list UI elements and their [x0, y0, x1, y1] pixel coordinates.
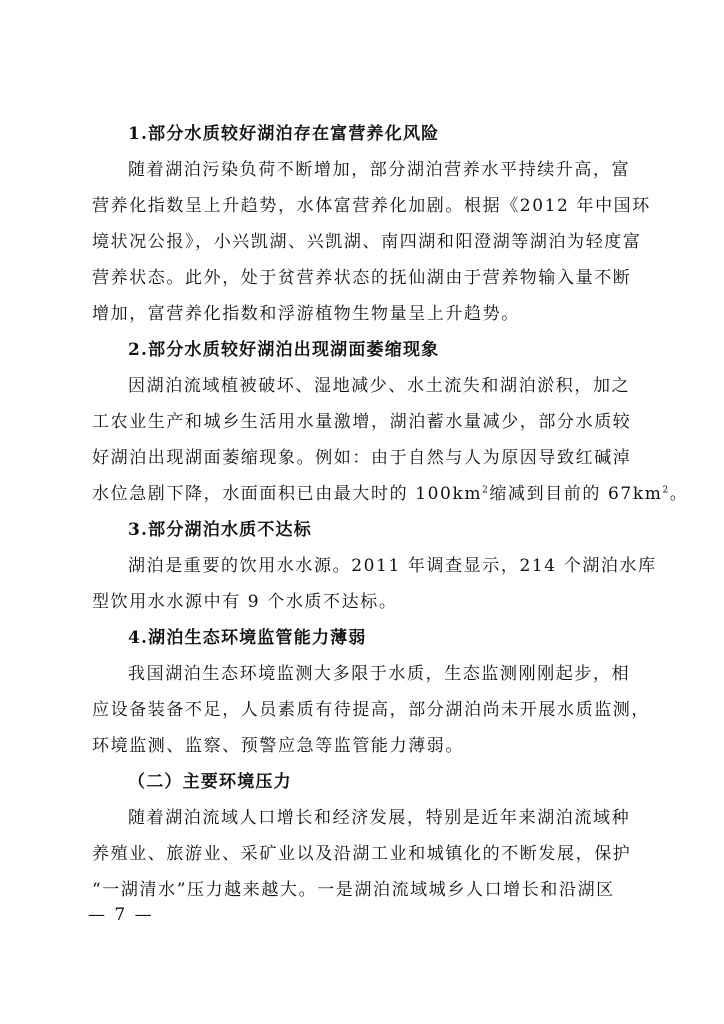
page-number: — 7 — [88, 905, 154, 925]
paragraph-line: 营养化指数呈上升趋势，水体富营养化加剧。根据《2012 年中国环 [92, 196, 651, 216]
paragraph-line: 应设备装备不足，人员素质有待提高，部分湖泊尚未开展水质监测， [92, 700, 650, 720]
paragraph-line: 型饮用水水源中有 9 个水质不达标。 [92, 592, 398, 612]
paragraph-line: 因湖泊流域植被破坏、湿地减少、水土流失和湖泊淤积，加之 [128, 376, 631, 396]
paragraph-line-area [92, 476, 689, 512]
paragraph-line: 工农业生产和城乡生活用水量激增，湖泊蓄水量减少，部分水质较 [92, 412, 632, 432]
document-body [92, 116, 689, 908]
paragraph-line: 随着湖泊流域人口增长和经济发展，特别是近年来湖泊流域种 [128, 808, 631, 828]
paragraph-line: 养殖业、旅游业、采矿业以及沿湖工业和城镇化的不断发展，保护 [92, 844, 632, 864]
paragraph-line: 增加，富营养化指数和浮游植物生物量呈上升趋势。 [92, 304, 520, 324]
paragraph-line: 环境监测、监察、预警应急等监管能力薄弱。 [92, 736, 464, 756]
paragraph-line: 境状况公报》，小兴凯湖、兴凯湖、南四湖和阳澄湖等湖泊为轻度富 [92, 232, 642, 252]
area-text-3: 。 [669, 484, 689, 504]
paragraph-line: 好湖泊出现湖面萎缩现象。例如：由于自然与人为原因导致红碱淖 [92, 448, 632, 468]
superscript-2: 2 [662, 485, 670, 496]
paragraph-line: 我国湖泊生态环境监测大多限于水质，生态监测刚刚起步，相 [128, 664, 631, 684]
section-heading-4: 4.湖泊生态环境监管能力薄弱 [128, 628, 367, 648]
section-heading-2: 2.部分水质较好湖泊出现湖面萎缩现象 [128, 340, 440, 360]
superscript-2: 2 [482, 485, 490, 496]
paragraph-line: 湖泊是重要的饮用水水源。2011 年调查显示，214 个湖泊水库 [128, 556, 657, 576]
section-heading-1: 1.部分水质较好湖泊存在富营养化风险 [128, 124, 440, 144]
area-text-1: 水位急剧下降，水面面积已由最大时的 100km [92, 484, 483, 504]
paragraph-line: “一湖清水”压力越来越大。一是湖泊流域城乡人口增长和沿湖区 [92, 880, 615, 900]
paragraph-line: 随着湖泊污染负荷不断增加，部分湖泊营养水平持续升高，富 [128, 160, 631, 180]
area-text-2: 缩减到目前的 67km [489, 484, 663, 504]
section-heading-main-pressure: （二）主要环境压力 [128, 772, 292, 792]
paragraph-line: 营养状态。此外，处于贫营养状态的抚仙湖由于营养物输入量不断 [92, 268, 632, 288]
section-heading-3: 3.部分湖泊水质不达标 [128, 520, 312, 540]
